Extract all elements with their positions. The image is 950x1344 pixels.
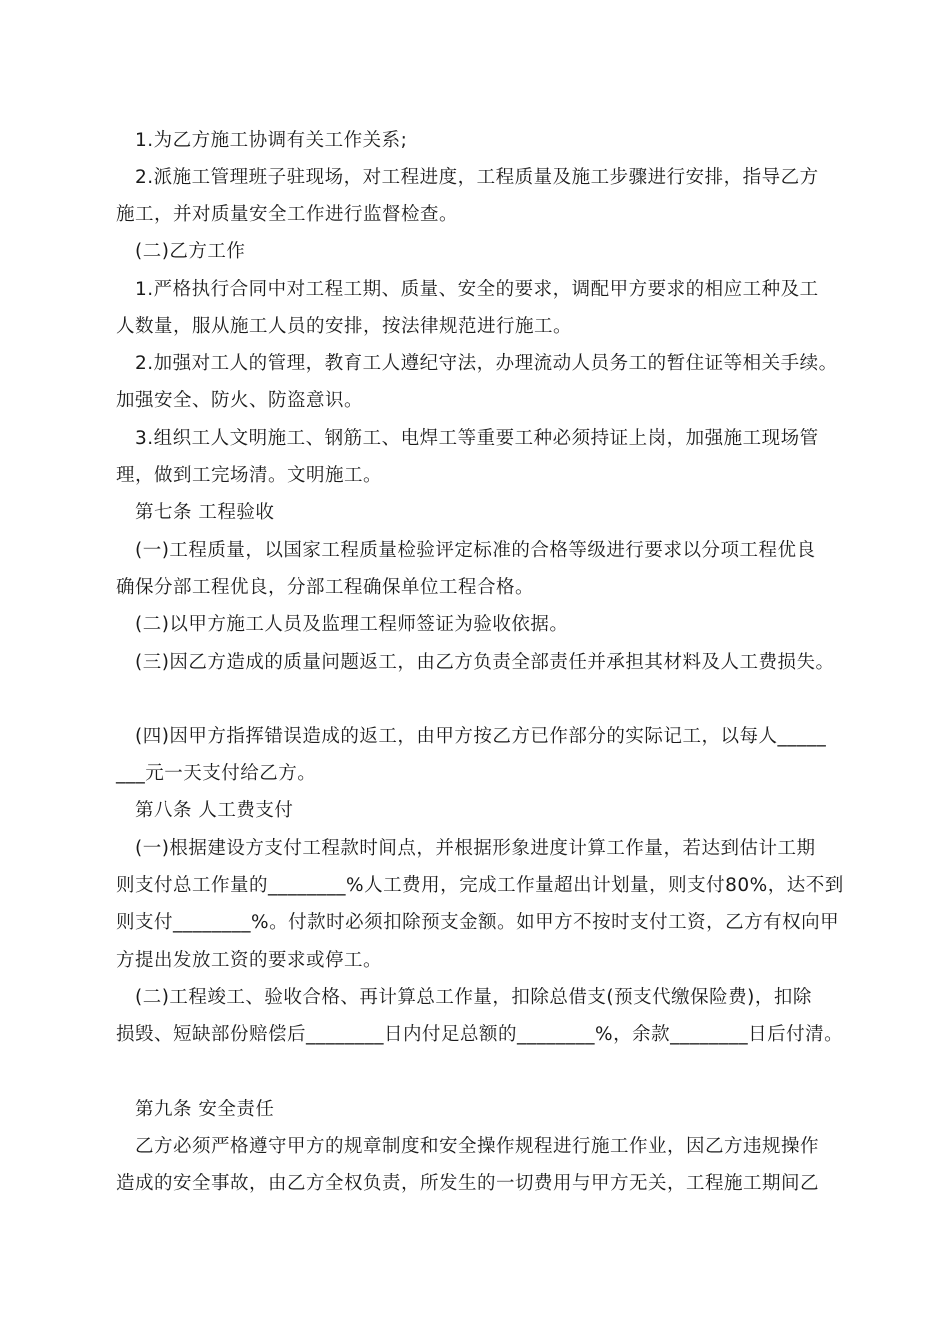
article-heading: 第七条 工程验收 <box>135 502 275 523</box>
text-line: 1.严格执行合同中对工程工期、质量、安全的要求，调配甲方要求的相应工种及工 <box>135 279 819 300</box>
text-line: 人数量，服从施工人员的安排，按法律规范进行施工。 <box>116 316 573 337</box>
text-line: (一)根据建设方支付工程款时间点，并根据形象进度计算工作量，若达到估计工期 <box>135 838 816 859</box>
section-heading: (二)乙方工作 <box>135 241 246 262</box>
text-line: 造成的安全事故，由乙方全权负责，所发生的一切费用与甲方无关，工程施工期间乙 <box>116 1173 820 1194</box>
text-line: (一)工程质量，以国家工程质量检验评定标准的合格等级进行要求以分项工程优良 <box>135 540 816 561</box>
text-line: 3.组织工人文明施工、钢筋工、电焊工等重要工种必须持证上岗，加强施工现场管 <box>135 428 819 449</box>
text-line: (三)因乙方造成的质量问题返工，由乙方负责全部责任并承担其材料及人工费损失。 <box>135 652 835 673</box>
text-line: 加强安全、防火、防盗意识。 <box>116 390 364 411</box>
text-line: 理，做到工完场清。文明施工。 <box>116 465 383 486</box>
text-line: (二)工程竣工、验收合格、再计算总工作量，扣除总借支(预支代缴保险费)，扣除 <box>135 987 812 1008</box>
article-heading: 第八条 人工费支付 <box>135 800 294 821</box>
text-line: 2.加强对工人的管理，教育工人遵纪守法，办理流动人员务工的暂住证等相关手续。 <box>135 353 838 374</box>
text-line: (四)因甲方指挥错误造成的返工，由甲方按乙方已作部分的实际记工，以每人_____ <box>135 726 827 747</box>
text-line: 1.为乙方施工协调有关工作关系; <box>135 130 408 151</box>
text-line: 则支付总工作量的________%人工费用，完成工作量超出计划量，则支付80%，达不到 <box>116 875 844 896</box>
article-heading: 第九条 安全责任 <box>135 1099 275 1120</box>
text-line: 乙方必须严格遵守甲方的规章制度和安全操作规程进行施工作业，因乙方违规操作 <box>135 1136 820 1157</box>
text-line: (二)以甲方施工人员及监理工程师签证为验收依据。 <box>135 614 569 635</box>
text-line: 施工，并对质量安全工作进行监督检查。 <box>116 204 459 225</box>
text-line: 方提出发放工资的要求或停工。 <box>116 950 383 971</box>
text-line: 则支付________%。付款时必须扣除预支金额。如甲方不按时支付工资，乙方有权向甲 <box>116 912 840 933</box>
text-line: 2.派施工管理班子驻现场，对工程进度，工程质量及施工步骤进行安排，指导乙方 <box>135 167 819 188</box>
text-line: ___元一天支付给乙方。 <box>116 763 317 784</box>
text-line: 损毁、短缺部份赔偿后________日内付足总额的________%，余款________日后付清。 <box>116 1024 844 1045</box>
text-line: 确保分部工程优良，分部工程确保单位工程合格。 <box>116 577 535 598</box>
